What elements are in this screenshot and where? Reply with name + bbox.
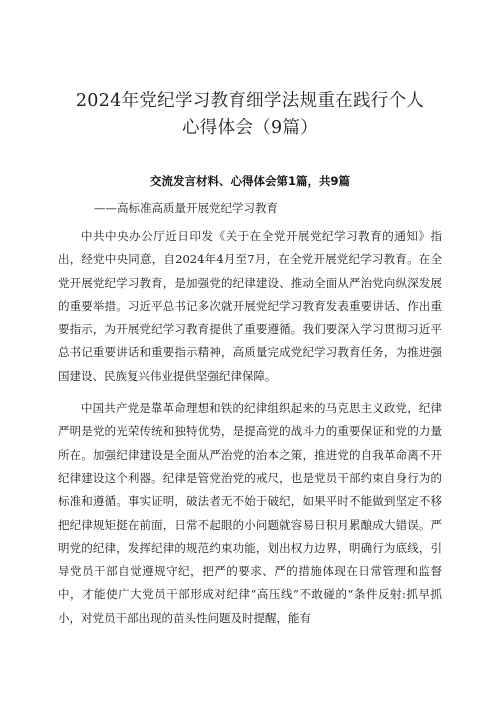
document-title [58,88,442,142]
paragraph-2: 中国共产党是靠革命理想和铁的纪律组织起来的马克思主义政党，纪律严明是党的光荣传统和独特优势，是提高党的战斗力的重要保证和党的力量所在。加强纪律建设是全面从严治党的治本之策，推进党的自我革命离不开纪律建设这个利器。纪律是管党治党的戒尺，也是党员干部约束自身行为的标准和遵循。事实证明，破法者无不始于破纪，如果平时不能做到坚定不移把纪律规矩挺在前面，日常不起眼的小问题就容易日积月累酿成大错误。严明党的纪律，发挥纪律的规范约束功能，划出权力边界，明确行为底线，引导党员干部自觉遵规守纪，把严的要求、严的措施体现在日常管理和监督中，才能使广大党员干部形成对纪律“高压线”不敢碰的“条件反射:抓早抓小，对党员干部出现的苗头性问题及时提醒，能有 [58,401,442,625]
title-line-2: 心得体会（9篇） [181,118,319,138]
subtitle: ——高标准高质量开展党纪学习教育 [94,201,278,215]
paragraph-1: 中共中央办公厅近日印发《关于在全党开展党纪学习教育的通知》指出，经党中央同意，自2024年4月至7月，在全党开展党纪学习教育。在全党开展党纪学习教育，是加强党的纪律建设、推动全面从严治党向纵深发展的重要举措。习近平总书记多次就开展党纪学习教育发表重要讲话、作出重要指示，为开展党纪学习教育提供了重要遵循。我们要深入学习贯彻习近平总书记重要讲话和重要指示精神，高质量完成党纪学习教育任务，为推进强国建设、民族复兴伟业提供坚强纪律保障。 [58,229,442,383]
title-line-1: 2024年党纪学习教育细学法规重在践行个人 [75,91,425,111]
section-heading: 交流发言材料、心得体会第1篇，共9篇 [149,174,350,188]
